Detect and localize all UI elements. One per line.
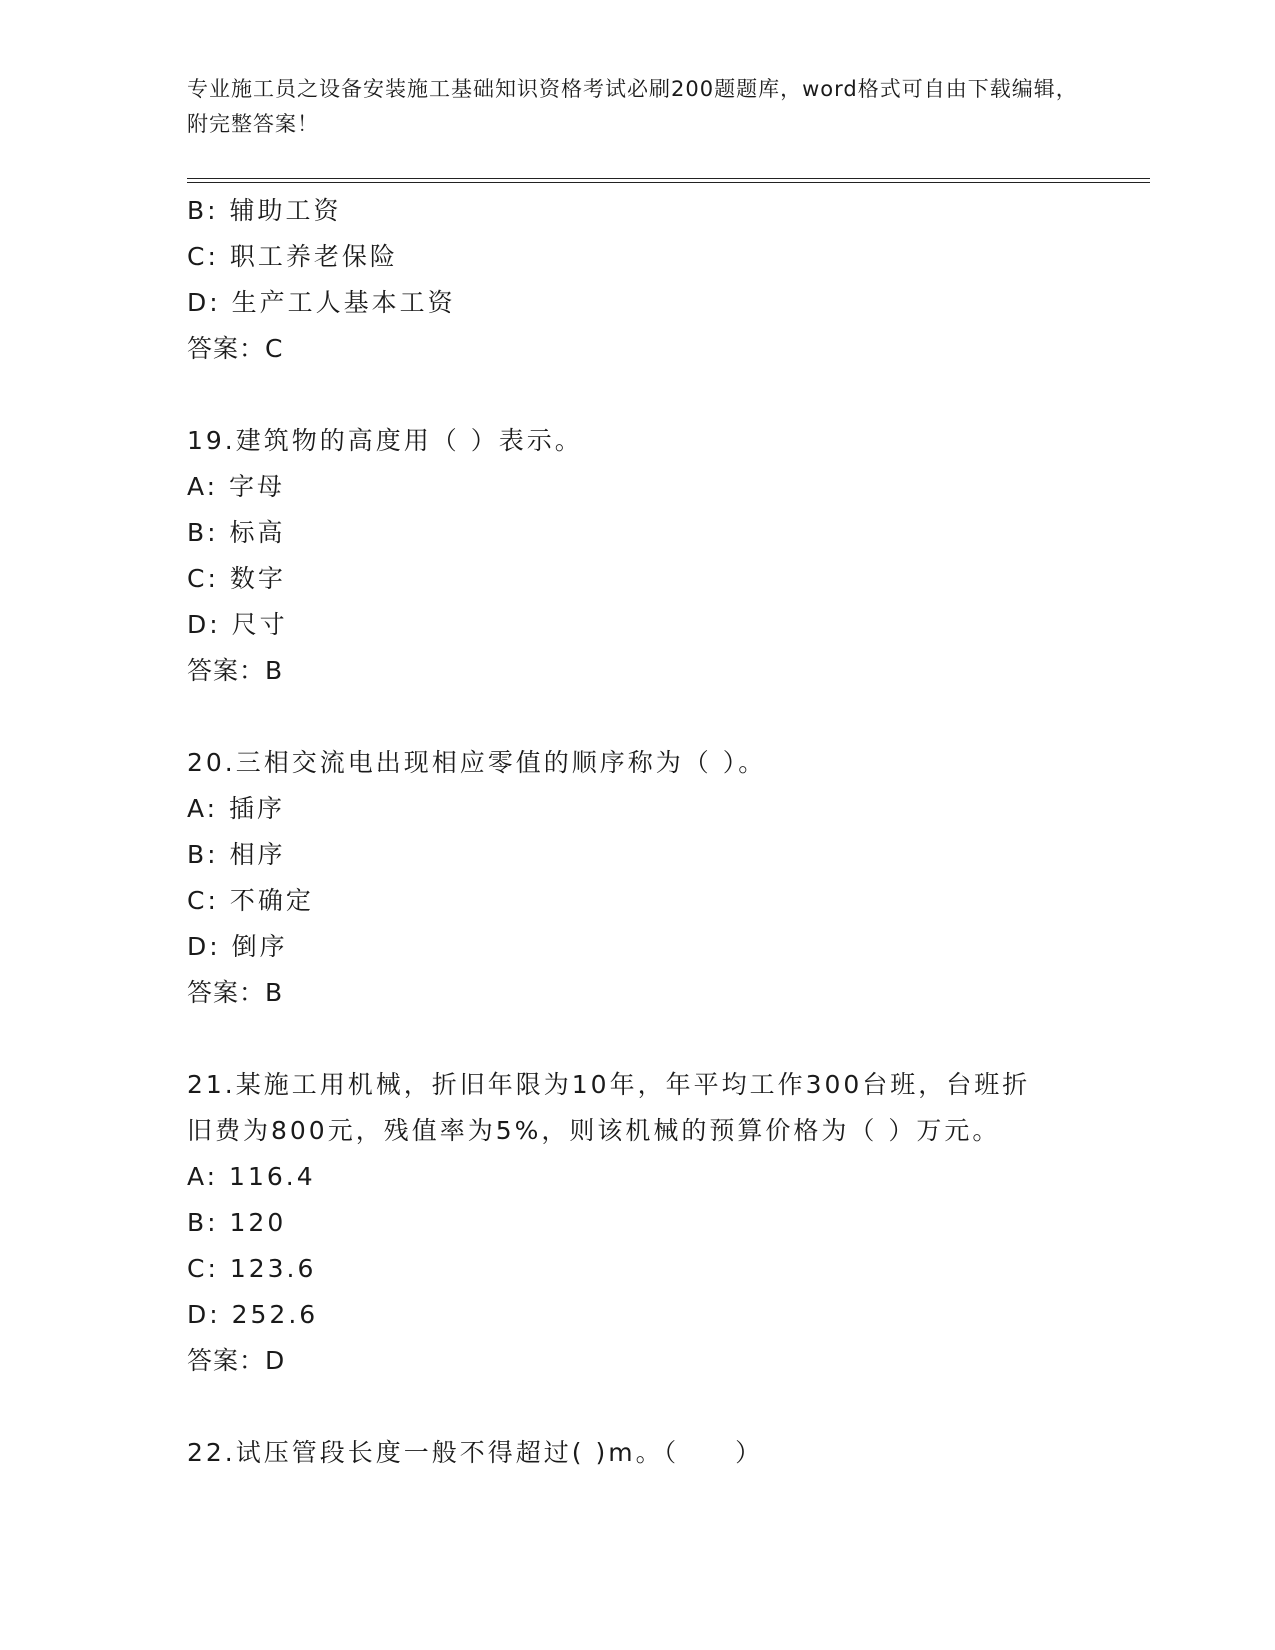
question-text: 22.试压管段长度一般不得超过( )m。（ ） (187, 1438, 764, 1467)
question-text: 21.某施工用机械，折旧年限为10年，年平均工作300台班，台班折旧费为800元，残值率为5%，则该机械的预算价格为（ ）万元。 (187, 1070, 1031, 1145)
option-c: C: 123.6 (187, 1254, 317, 1283)
option-c: C: 职工养老保险 (187, 242, 398, 271)
option-d: D: 倒序 (187, 932, 288, 961)
answer-line: 答案：B (187, 656, 284, 685)
question-text: 20.三相交流电出现相应零值的顺序称为（ ）。 (187, 748, 767, 777)
option-c: C: 不确定 (187, 886, 314, 915)
question-block-22 (187, 1430, 1087, 1476)
question-block-prev (187, 188, 1087, 372)
option-d: D: 尺寸 (187, 610, 288, 639)
document-header: 专业施工员之设备安装施工基础知识资格考试必刷200题题库，word格式可自由下载编辑，附完整答案！ (187, 77, 1078, 136)
answer-line: 答案：B (187, 978, 284, 1007)
option-d: D: 252.6 (187, 1300, 319, 1329)
header-divider-top (187, 178, 1150, 179)
option-a: A: 字母 (187, 472, 286, 501)
option-b: B: 辅助工资 (187, 196, 342, 225)
question-text: 19.建筑物的高度用（ ）表示。 (187, 426, 583, 455)
option-a: A: 插序 (187, 794, 286, 823)
option-a: A: 116.4 (187, 1162, 316, 1191)
option-c: C: 数字 (187, 564, 286, 593)
option-b: B: 标高 (187, 518, 286, 547)
answer-line: 答案：C (187, 334, 284, 363)
question-block-21 (187, 1062, 1087, 1384)
question-block-19 (187, 418, 1087, 694)
option-d: D: 生产工人基本工资 (187, 288, 456, 317)
option-b: B: 相序 (187, 840, 286, 869)
question-list (187, 188, 1087, 1476)
answer-line: 答案：D (187, 1346, 286, 1375)
question-block-20 (187, 740, 1087, 1016)
header-divider-bottom (187, 182, 1150, 183)
option-b: B: 120 (187, 1208, 287, 1237)
